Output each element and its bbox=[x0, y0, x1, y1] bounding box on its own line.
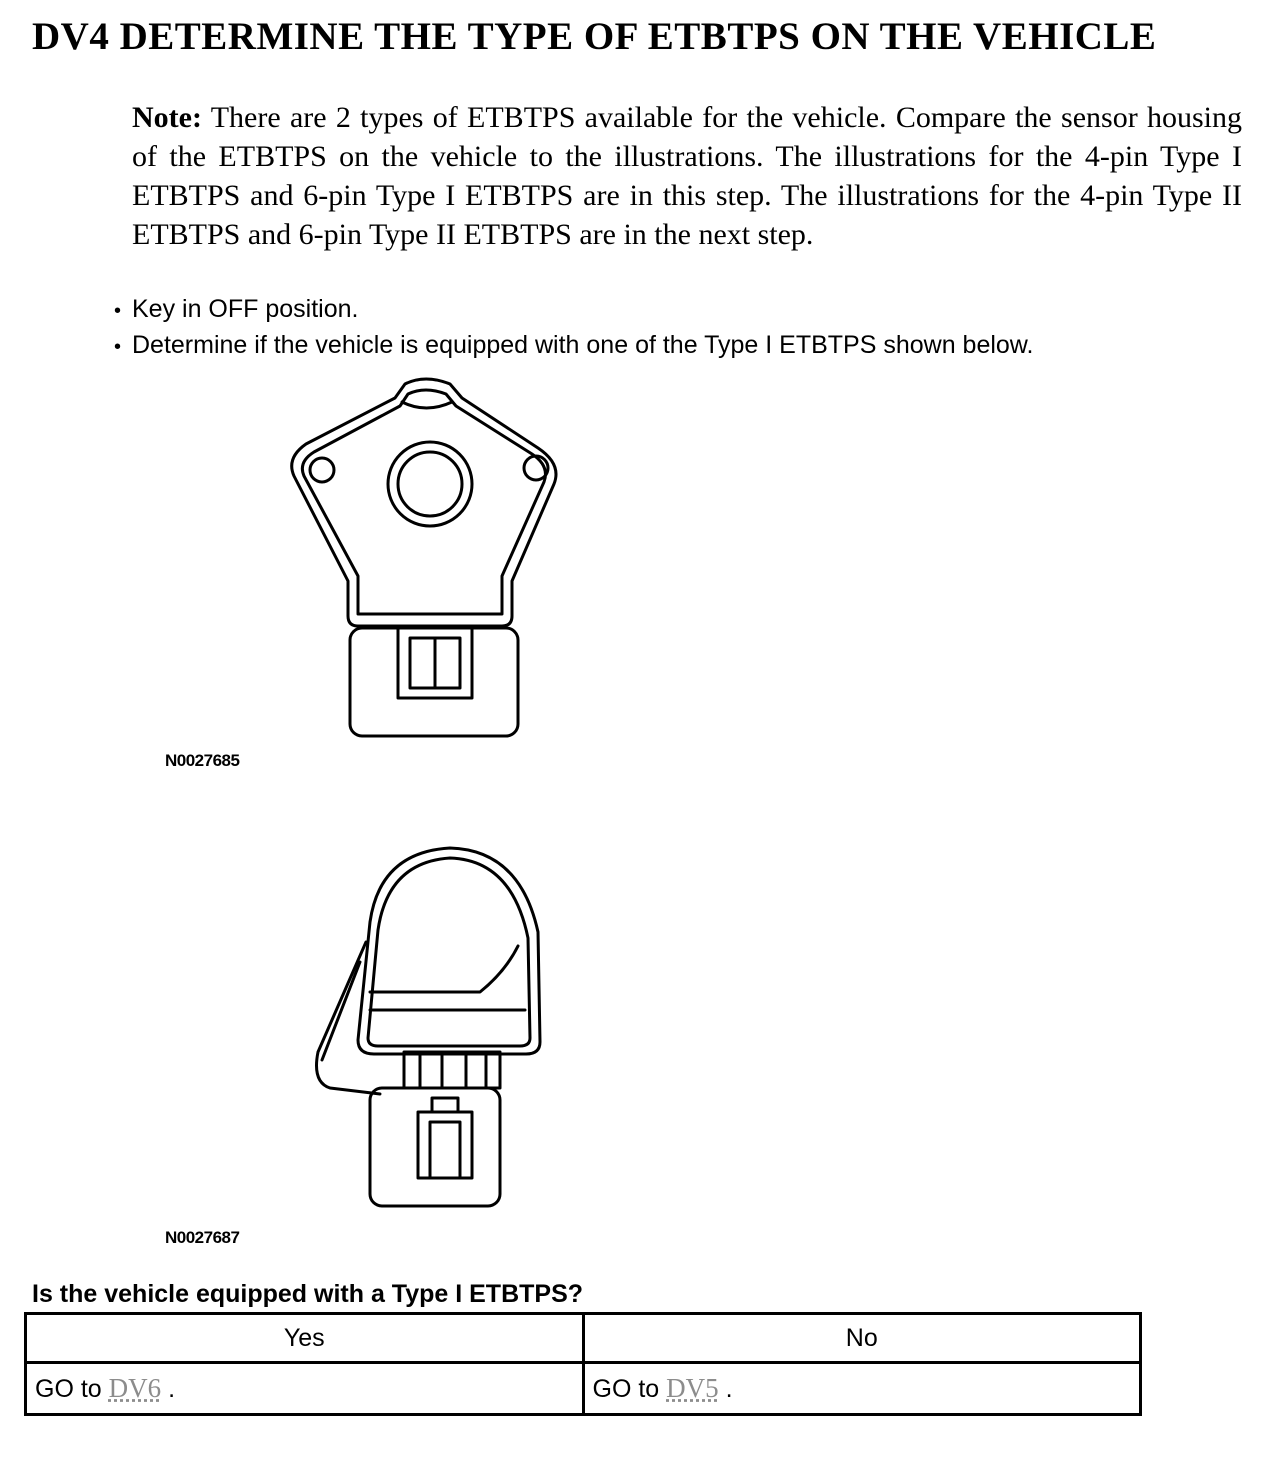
yes-action-prefix: GO to bbox=[35, 1375, 102, 1403]
bullet-icon: • bbox=[114, 300, 122, 322]
figure-side-view bbox=[300, 842, 560, 1222]
dv6-link[interactable]: DV6 bbox=[108, 1373, 162, 1403]
table-row bbox=[26, 1363, 1141, 1415]
step-text: Key in OFF position. bbox=[132, 295, 359, 323]
yes-action-cell bbox=[26, 1363, 584, 1415]
table-header-row bbox=[26, 1314, 1141, 1363]
answer-table bbox=[24, 1312, 1142, 1416]
figure-front-view bbox=[280, 376, 580, 746]
figure-code: N0027685 bbox=[165, 751, 240, 770]
step-list bbox=[114, 292, 1033, 364]
no-header: No bbox=[583, 1314, 1141, 1363]
no-action-cell bbox=[583, 1363, 1141, 1415]
sensor-front-view-icon bbox=[280, 376, 580, 746]
no-action-prefix: GO to bbox=[592, 1375, 660, 1403]
note-label: Note: bbox=[132, 101, 202, 134]
step-text: Determine if the vehicle is equipped with one of the Type I ETBTPS shown below. bbox=[132, 331, 1034, 359]
note-paragraph bbox=[132, 98, 1242, 254]
yes-action-suffix: . bbox=[168, 1375, 176, 1403]
sensor-side-view-icon bbox=[300, 842, 560, 1222]
list-item bbox=[114, 292, 1033, 328]
note-text: There are 2 types of ETBTPS available for the vehicle. Compare the sensor housing of the ETBTPS on the vehicle to the illustrations. The illustrations for the 4-pin Type I ETBTPS and 6-pin Type I ETBTPS are in this step. The illustrations for the 4-pin Type II ETBTPS and 6-pin Type II ETBTPS are in the next step. bbox=[132, 101, 1242, 251]
dv5-link[interactable]: DV5 bbox=[666, 1373, 719, 1403]
question-text: Is the vehicle equipped with a Type I ETBTPS? bbox=[32, 1280, 584, 1308]
page-title: DV4 DETERMINE THE TYPE OF ETBTPS ON THE VEHICLE bbox=[32, 15, 1157, 58]
no-action-suffix: . bbox=[725, 1375, 733, 1403]
figure-code: N0027687 bbox=[165, 1228, 240, 1247]
list-item bbox=[114, 328, 1033, 364]
yes-header: Yes bbox=[26, 1314, 584, 1363]
bullet-icon: • bbox=[114, 336, 122, 358]
